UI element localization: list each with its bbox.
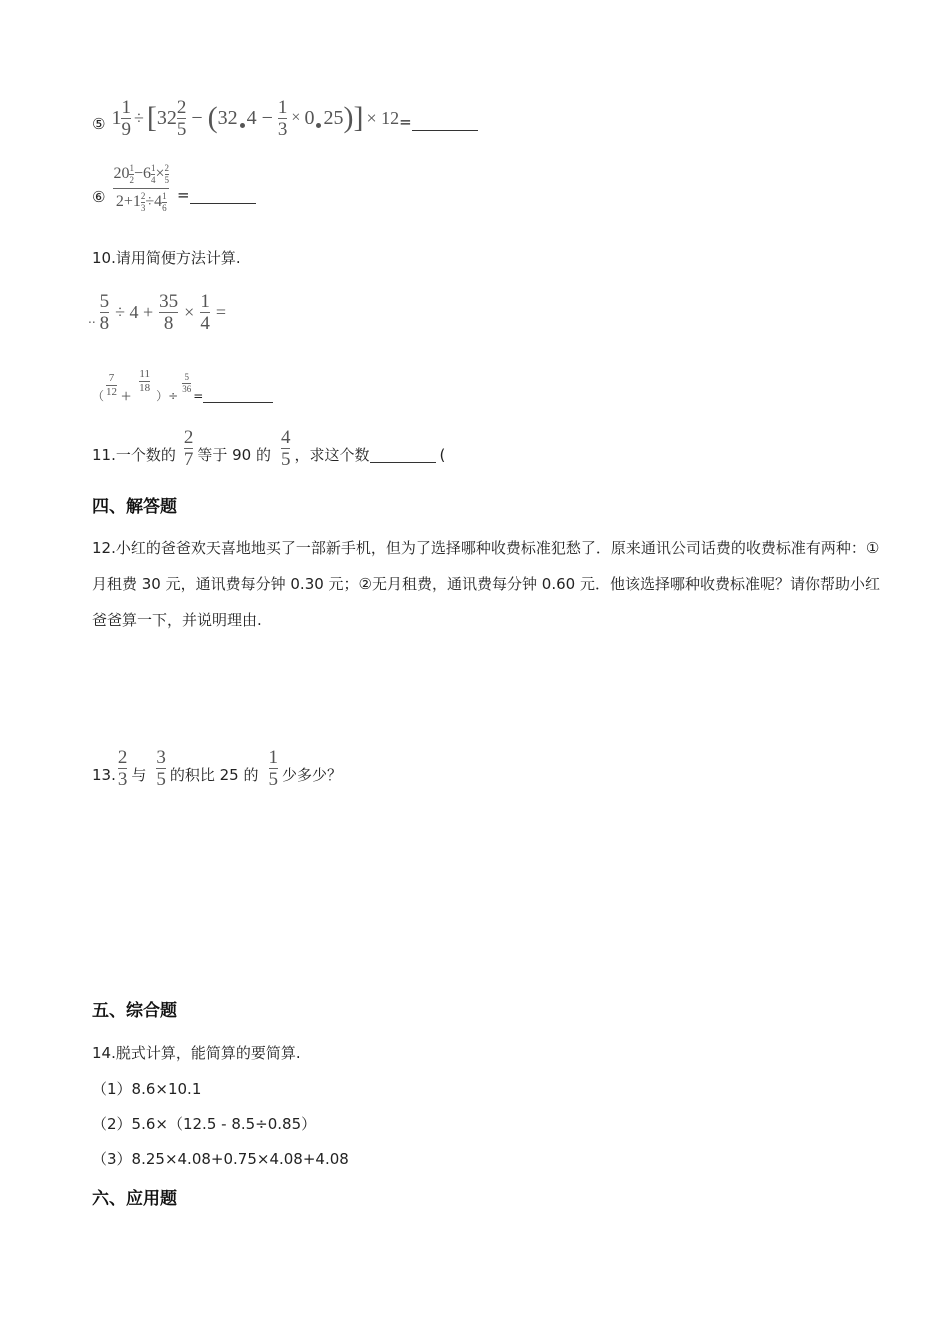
q13-frac2: $\frac{3}{5}$ bbox=[156, 746, 166, 790]
q13-mid2: 的积比 25 的 bbox=[169, 766, 259, 784]
q9-5-dot1 bbox=[240, 123, 245, 128]
q9-5-lbracket: [ bbox=[146, 101, 157, 134]
q9-5-row bbox=[92, 96, 478, 140]
q9-5-frac2: $\frac{2}{5}$ bbox=[176, 96, 187, 140]
q9-6-denominator: 2+1 $\frac{2}{3}$ ÷4 $\frac{1}{6}$ bbox=[115, 190, 167, 213]
section-6-title: 六、应用题 bbox=[92, 1189, 177, 1209]
q11-frac1: $\frac{2}{7}$ bbox=[183, 426, 194, 470]
q10-line1 bbox=[88, 290, 226, 334]
q10-line2-answer-blank[interactable] bbox=[203, 398, 273, 403]
q9-5-lparen: ( bbox=[207, 101, 218, 134]
q10-line2-frac2: $\frac{11}{18}$ bbox=[139, 368, 151, 394]
q9-5-dec2a: 0 bbox=[304, 107, 315, 129]
q10-line1-frac1: $\frac{5}{8}$ bbox=[99, 290, 110, 334]
q10-line2-eq: = bbox=[193, 389, 204, 403]
q10-line2-rpar: ）÷ bbox=[156, 389, 179, 403]
q13-frac1: $\frac{2}{3}$ bbox=[117, 746, 128, 790]
q9-5-frac3: $\frac{1}{3}$ bbox=[277, 96, 288, 140]
q11-frac2: $\frac{4}{5}$ bbox=[280, 426, 291, 470]
q9-5-dot2 bbox=[316, 123, 321, 128]
q10-line1-op2: × bbox=[184, 302, 195, 322]
q9-6-label: ⑥ bbox=[92, 188, 106, 206]
q9-6-numerator: 20 $\frac{1}{2}$ −6 $\frac{1}{4}$ × $\frac{2}{5}$ bbox=[113, 162, 170, 185]
q9-5-dec1a: 32 bbox=[217, 107, 238, 129]
q14-item: （1）8.6×10.1 bbox=[92, 1080, 202, 1098]
q10-line2 bbox=[92, 366, 273, 406]
q9-5-div: ÷ bbox=[133, 108, 144, 128]
q9-5-answer-blank[interactable] bbox=[412, 116, 478, 131]
q9-5-times: × bbox=[291, 109, 301, 126]
q13-frac3: $\frac{1}{5}$ bbox=[268, 746, 278, 790]
q10-line2-plus: + bbox=[121, 386, 132, 406]
q9-5-dec2b: 25 bbox=[323, 107, 344, 129]
section-5-title: 五、综合题 bbox=[92, 1001, 177, 1021]
q9-5-minus2: − bbox=[261, 107, 273, 129]
q9-5-frac1: $\frac{1}{9}$ bbox=[121, 96, 131, 140]
q9-5-rparen: ) bbox=[343, 101, 354, 134]
q11-suffix: ，求这个数 bbox=[294, 446, 370, 464]
q9-6-complex-fraction bbox=[113, 164, 169, 213]
q9-5-eq: = bbox=[399, 113, 412, 131]
q11-mid: 等于 90 的 bbox=[197, 446, 271, 464]
q10-line2-lpar: （ bbox=[92, 389, 105, 403]
q11-row bbox=[92, 426, 445, 470]
q10-line2-frac1: $\frac{7}{12}$ bbox=[106, 372, 118, 398]
q9-5-whole2: 32 bbox=[156, 107, 177, 129]
q9-6-eq: = bbox=[177, 186, 190, 204]
q10-line1-prefix: .. bbox=[88, 312, 96, 326]
q9-5-label: ⑤ bbox=[92, 115, 106, 133]
q13-suffix: 少多少？ bbox=[282, 766, 343, 784]
q9-5-whole1: 1 bbox=[111, 107, 122, 129]
q12-text: 12.小红的爸爸欢天喜地地买了一部新手机，但为了选择哪种收费标准犯愁了．原来通讯公司话费的收费标准有两种：①月租费 30 元，通讯费每分钟 0.30 元；②无月租费，通讯费每分钟 0.60 元．他该选择哪种收费标准呢？请你帮助小红爸爸算一下，并说明理由. bbox=[92, 539, 880, 629]
q13-mid1: 与 bbox=[131, 766, 147, 784]
q9-5-tail: × 12 bbox=[366, 108, 400, 128]
q10-line1-frac3: $\frac{1}{4}$ bbox=[200, 290, 210, 334]
q11-prefix: 11.一个数的 bbox=[92, 446, 176, 464]
q10-line2-frac3: $\frac{5}{36}$ bbox=[182, 372, 192, 394]
q13-row bbox=[92, 746, 342, 790]
q9-5-minus: − bbox=[191, 107, 203, 129]
q14-item: （3）8.25×4.08+0.75×4.08+4.08 bbox=[92, 1150, 349, 1168]
q9-5-dec1b: 4 bbox=[246, 107, 257, 129]
q14-title: 14.脱式计算，能简算的要简算. bbox=[92, 1044, 301, 1062]
section-4-title: 四、解答题 bbox=[92, 497, 177, 517]
q9-6-answer-blank[interactable] bbox=[190, 189, 256, 204]
q11-answer-blank[interactable] bbox=[370, 448, 436, 463]
q9-6-row bbox=[92, 158, 256, 218]
q10-title: 10.请用简便方法计算. bbox=[92, 249, 241, 267]
q14-item: （2）5.6×（12.5 - 8.5÷0.85） bbox=[92, 1115, 317, 1133]
q10-line1-op1: ÷ 4 + bbox=[115, 302, 154, 322]
q9-5-rbracket: ] bbox=[353, 101, 364, 134]
q11-tail: ( bbox=[439, 446, 446, 464]
q10-line1-frac2: $\frac{35}{8}$ bbox=[159, 290, 179, 334]
q10-line1-eq: = bbox=[215, 302, 226, 322]
q13-prefix: 13. bbox=[92, 766, 116, 784]
